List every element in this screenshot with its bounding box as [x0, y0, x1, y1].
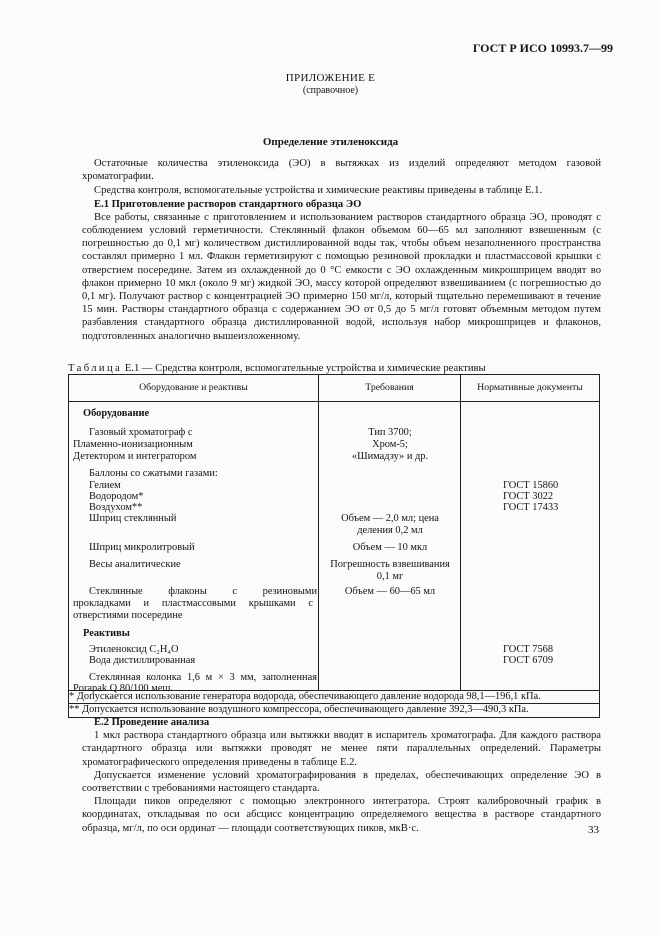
requirement-text: «Шимадзу» и др. — [351, 451, 429, 462]
table-note: ** Допускается использование воздушного компрессора, обеспечивающего давление 392,3—490,3 кПа. — [69, 704, 600, 717]
hydrogen-item: Водородом* — [89, 491, 144, 502]
helium-item: Гелием — [89, 480, 121, 491]
ethylene-oxide-item: Этиленоксид C₂H₄O — [89, 644, 179, 655]
requirement-text: Тип 3700; — [368, 427, 412, 438]
flasks-line: отверстиями посередине — [73, 610, 183, 621]
e2-paragraph: Допускается изменение условий хроматографирования в пределах, обеспечивающих определение ЭО в соответствии с требованиями настоящего стандарта. — [82, 769, 601, 795]
section-title: Определение этиленоксида — [262, 136, 399, 148]
water-item: Вода дистиллированная — [89, 655, 196, 666]
requirement-text: Погрешность взвешивания — [330, 559, 450, 570]
requirement-text: Объем — 10 мкл — [352, 542, 428, 553]
standard-ref: ГОСТ 7568 — [503, 644, 554, 655]
page-number: 33 — [588, 824, 599, 836]
appendix-subtitle: (справочное) — [302, 85, 359, 96]
column-line: Стеклянная колонка 1,6 м × 3 мм, заполненная — [89, 672, 317, 683]
column-line: Porapak Q 80/100 меш. — [73, 683, 173, 694]
flasks-line: прокладками и пластмассовыми крышками с — [73, 598, 313, 609]
e2-heading: Е.2 Проведение анализа — [94, 717, 210, 728]
standards-column — [461, 402, 600, 691]
standard-ref: ГОСТ 6709 — [503, 655, 554, 666]
e2-block — [82, 716, 601, 835]
table-caption-text: Е.1 — Средства контроля, вспомогательные устройства и химические реактивы — [122, 363, 486, 374]
table-body-row — [69, 402, 600, 691]
intro-block — [82, 157, 601, 343]
requirement-text: Хром-5; — [372, 439, 408, 450]
table-caption-label: Таблица — [68, 363, 123, 374]
requirement-text: деления 0,2 мл — [357, 525, 423, 536]
e1-paragraph: Все работы, связанные с приготовлением и использованием растворов стандартного образца ЭО, проводят с соблюдением условий герметичности. Стеклянный флакон объемом 60—65 мл заполняют взвешенным (с погрешностью до 0,1 мг) количеством дистиллированной воды так, чтобы объем незаполненного пространства составлял примерно 1 мл. Флакон герметизируют с помощью резиновой прокладки и пластмассовой крышки с отверстием посередине. Затем из охлажденной до 0 °С емкости с ЭО охлажденным микрошприцем вводят во флакон примерно 10 мкл (около 9 мг) жидкой ЭО, массу которой определяют взвешиванием (с погрешностью до 0,1 мг). Получают раствор с концентрацией ЭО примерно 150 мг/л, который тщательно перемешивают в течение 15 мин. Растворы стандартного образца с содержанием ЭО от 0,5 до 5 мг/л готовят объемным методом путем разбавления стандартного образца дистиллированной водой, используя набор микрошприцев и флаконов, подготовленных аналогично вышеизложенному. — [82, 211, 601, 342]
requirement-text: Объем — 60—65 мл — [344, 586, 436, 597]
standard-ref: ГОСТ 15860 — [503, 480, 559, 491]
reagents-heading: Реактивы — [83, 628, 130, 639]
equipment-table — [68, 374, 600, 718]
column-header: Требования — [319, 375, 461, 402]
gc-line: Детектором и интегратором — [73, 451, 197, 462]
table-note: * Допускается использование генератора водорода, обеспечивающего давление водорода 98,1—196,1 кПа. — [69, 691, 600, 704]
requirement-text: 0,1 мг — [376, 571, 404, 582]
appendix-title: ПРИЛОЖЕНИЕ Е — [285, 72, 376, 84]
column-header: Нормативные документы — [461, 375, 600, 402]
scales-item: Весы аналитические — [89, 559, 181, 570]
e1-heading: Е.1 Приготовление растворов стандартного образца ЭО — [94, 198, 362, 210]
cylinders-label: Баллоны со сжатыми газами: — [89, 468, 218, 479]
standard-ref: ГОСТ 3022 — [503, 491, 554, 502]
microsyringe-item: Шприц микролитровый — [89, 542, 195, 553]
air-item: Воздухом** — [89, 502, 143, 513]
requirement-text: Объем — 2,0 мл; цена — [341, 513, 439, 524]
document-code: ГОСТ Р ИСО 10993.7—99 — [472, 41, 613, 55]
intro-paragraph: Средства контроля, вспомогательные устройства и химические реактивы приведены в таблице Е.1. — [94, 185, 543, 197]
flasks-line: Стеклянные флаконы с резиновыми — [89, 586, 317, 597]
requirements-column — [319, 402, 461, 691]
e2-paragraph: 1 мкл раствора стандартного образца или вытяжки вводят в испаритель хроматографа. Для каждого раствора стандартного образца или вытяжки проводят не менее пяти параллельных определений. Параметры хроматографического определения приведены в таблице Е.2. — [82, 730, 601, 768]
table-header-row — [69, 375, 600, 402]
equipment-column — [69, 402, 319, 694]
column-header: Оборудование и реактивы — [69, 375, 319, 402]
e2-paragraph: Площади пиков определяют с помощью электронного интегратора. Строят калибровочный график в координатах, откладывая по оси абсцисс концентрацию определяемого вещества в растворе стандартного образца, мг/л, по оси ординат — площади соответствующих пиков, мкВ·с. — [82, 796, 601, 834]
gc-line: Газовый хроматограф с — [89, 427, 193, 438]
standard-ref: ГОСТ 17433 — [503, 502, 559, 513]
glass-syringe-item: Шприц стеклянный — [89, 513, 177, 524]
equipment-heading: Оборудование — [83, 408, 150, 419]
gc-line: Пламенно-ионизационным — [73, 439, 193, 450]
intro-paragraph: Остаточные количества этиленоксида (ЭО) в вытяжках из изделий определяют методом газовой хроматографии. — [82, 158, 601, 183]
